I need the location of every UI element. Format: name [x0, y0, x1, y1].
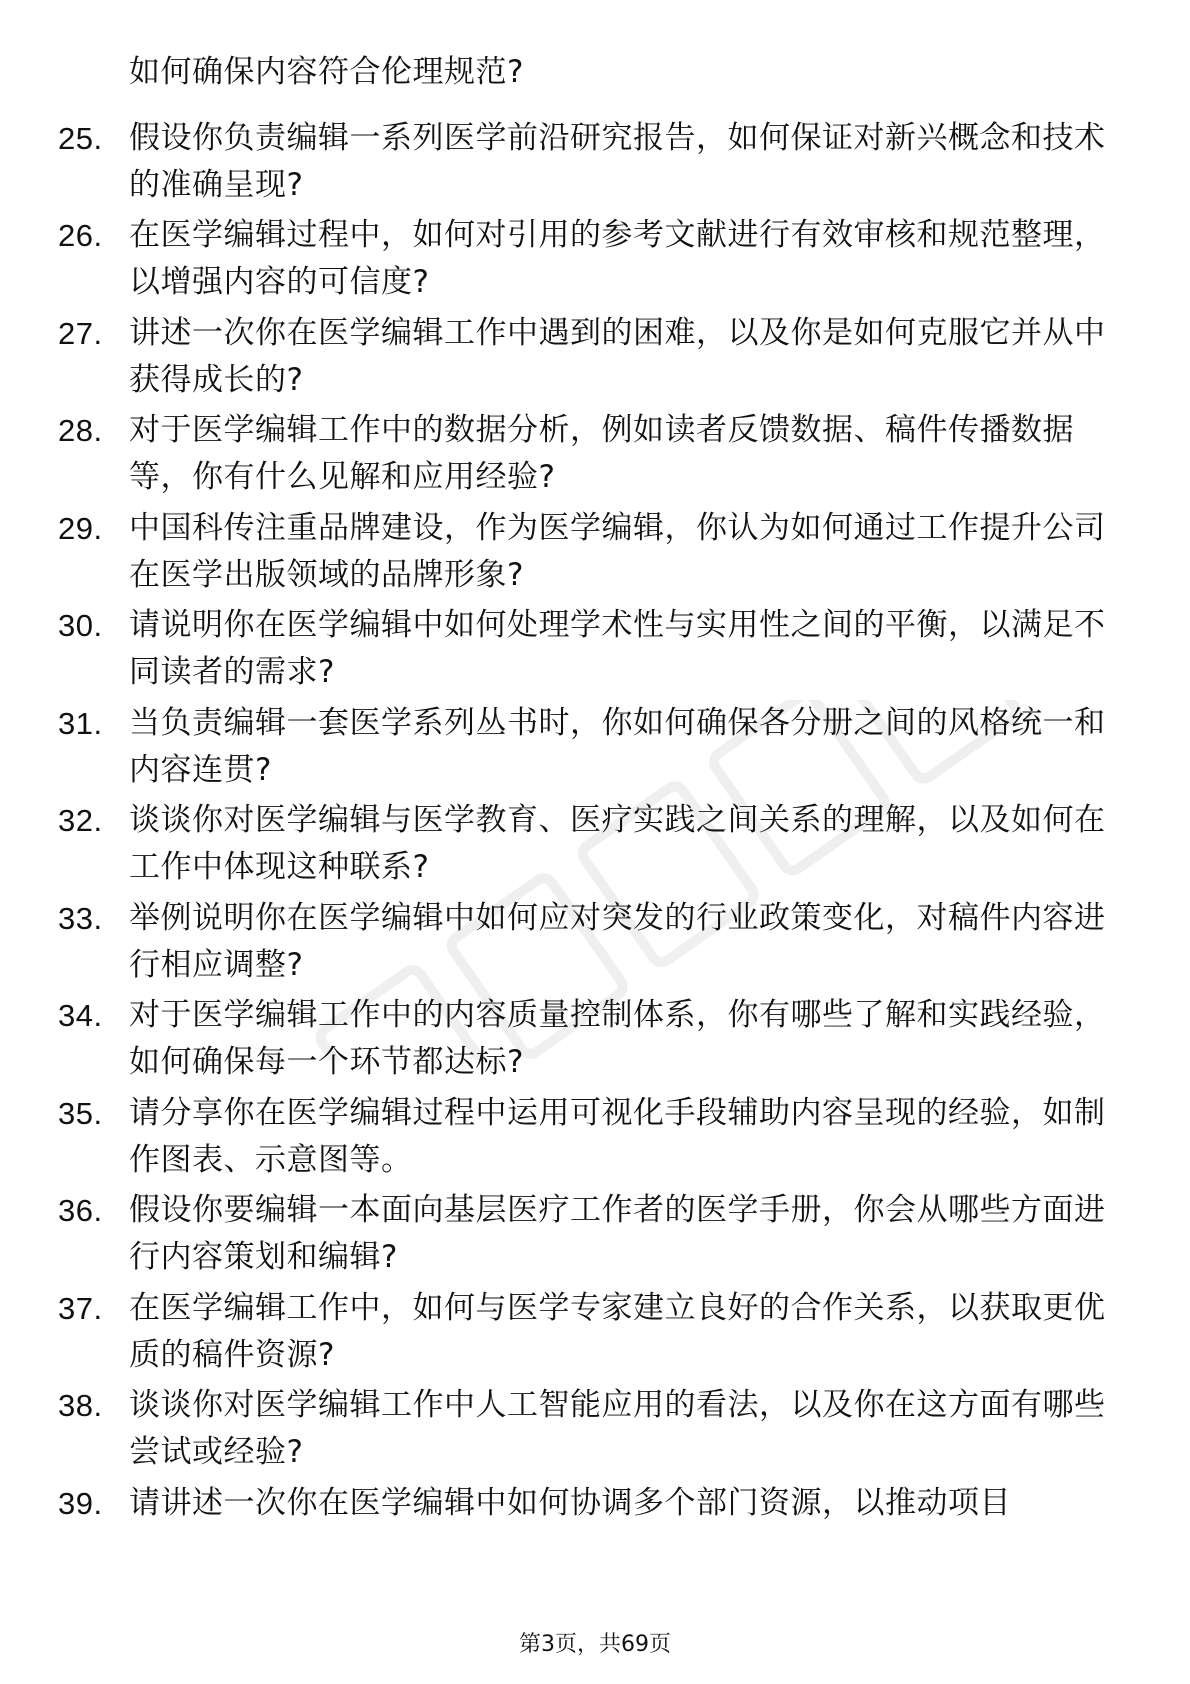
question-text: 在医学编辑工作中，如何与医学专家建立良好的合作关系，以获取更优质的稿件资源? [129, 1290, 1106, 1373]
question-number: 30. [58, 608, 103, 643]
question-text: 请说明你在医学编辑中如何处理学术性与实用性之间的平衡，以满足不同读者的需求? [129, 607, 1106, 690]
question-item [58, 505, 1118, 599]
question-text: 对于医学编辑工作中的数据分析，例如读者反馈数据、稿件传播数据等，你有什么见解和应用经验? [129, 412, 1074, 495]
question-item [58, 1187, 1118, 1281]
question-text: 假设你负责编辑一系列医学前沿研究报告，如何保证对新兴概念和技术的准确呈现? [129, 120, 1106, 203]
question-item [58, 602, 1118, 696]
question-text: 中国科传注重品牌建设，作为医学编辑，你认为如何通过工作提升公司在医学出版领域的品牌形象? [129, 510, 1106, 593]
question-item [58, 407, 1118, 501]
question-number: 28. [58, 413, 103, 448]
question-number: 33. [58, 901, 103, 936]
question-item [58, 212, 1118, 306]
question-number: 26. [58, 218, 103, 253]
question-number: 34. [58, 998, 103, 1033]
question-text: 谈谈你对医学编辑工作中人工智能应用的看法，以及你在这方面有哪些尝试或经验? [129, 1387, 1106, 1470]
question-item [58, 1285, 1118, 1379]
question-item [58, 1090, 1118, 1184]
question-number: 25. [58, 121, 103, 156]
question-number: 39. [58, 1486, 103, 1521]
question-number: 38. [58, 1388, 103, 1423]
question-text: 当负责编辑一套医学系列丛书时，你如何确保各分册之间的风格统一和内容连贯? [129, 705, 1106, 788]
question-item [58, 700, 1118, 794]
question-text: 谈谈你对医学编辑与医学教育、医疗实践之间关系的理解，以及如何在工作中体现这种联系? [129, 802, 1106, 885]
question-item [58, 310, 1118, 404]
question-text: 举例说明你在医学编辑中如何应对突发的行业政策变化，对稿件内容进行相应调整? [129, 900, 1106, 983]
continued-question-text: 如何确保内容符合伦理规范? [129, 54, 524, 90]
question-text: 请讲述一次你在医学编辑中如何协调多个部门资源，以推动项目 [129, 1485, 1011, 1521]
question-item [58, 895, 1118, 989]
question-text: 假设你要编辑一本面向基层医疗工作者的医学手册，你会从哪些方面进行内容策划和编辑? [129, 1192, 1106, 1275]
page-number-footer: 第3页，共69页 [519, 1632, 671, 1657]
question-number: 32. [58, 803, 103, 838]
question-item [58, 992, 1118, 1086]
question-text: 对于医学编辑工作中的内容质量控制体系，你有哪些了解和实践经验，如何确保每一个环节都达标? [129, 997, 1106, 1080]
question-text: 在医学编辑过程中，如何对引用的参考文献进行有效审核和规范整理，以增强内容的可信度? [129, 217, 1106, 300]
question-item [58, 797, 1118, 891]
question-number: 29. [58, 511, 103, 546]
question-text: 讲述一次你在医学编辑工作中遇到的困难，以及你是如何克服它并从中获得成长的? [129, 315, 1106, 398]
question-number: 31. [58, 706, 103, 741]
question-number: 36. [58, 1193, 103, 1228]
question-number: 27. [58, 316, 103, 351]
question-number: 35. [58, 1096, 103, 1131]
question-item [58, 1480, 1118, 1527]
question-item [58, 115, 1118, 209]
question-text: 请分享你在医学编辑过程中运用可视化手段辅助内容呈现的经验，如制作图表、示意图等。 [129, 1095, 1106, 1178]
question-number: 37. [58, 1291, 103, 1326]
question-item [58, 1382, 1118, 1476]
